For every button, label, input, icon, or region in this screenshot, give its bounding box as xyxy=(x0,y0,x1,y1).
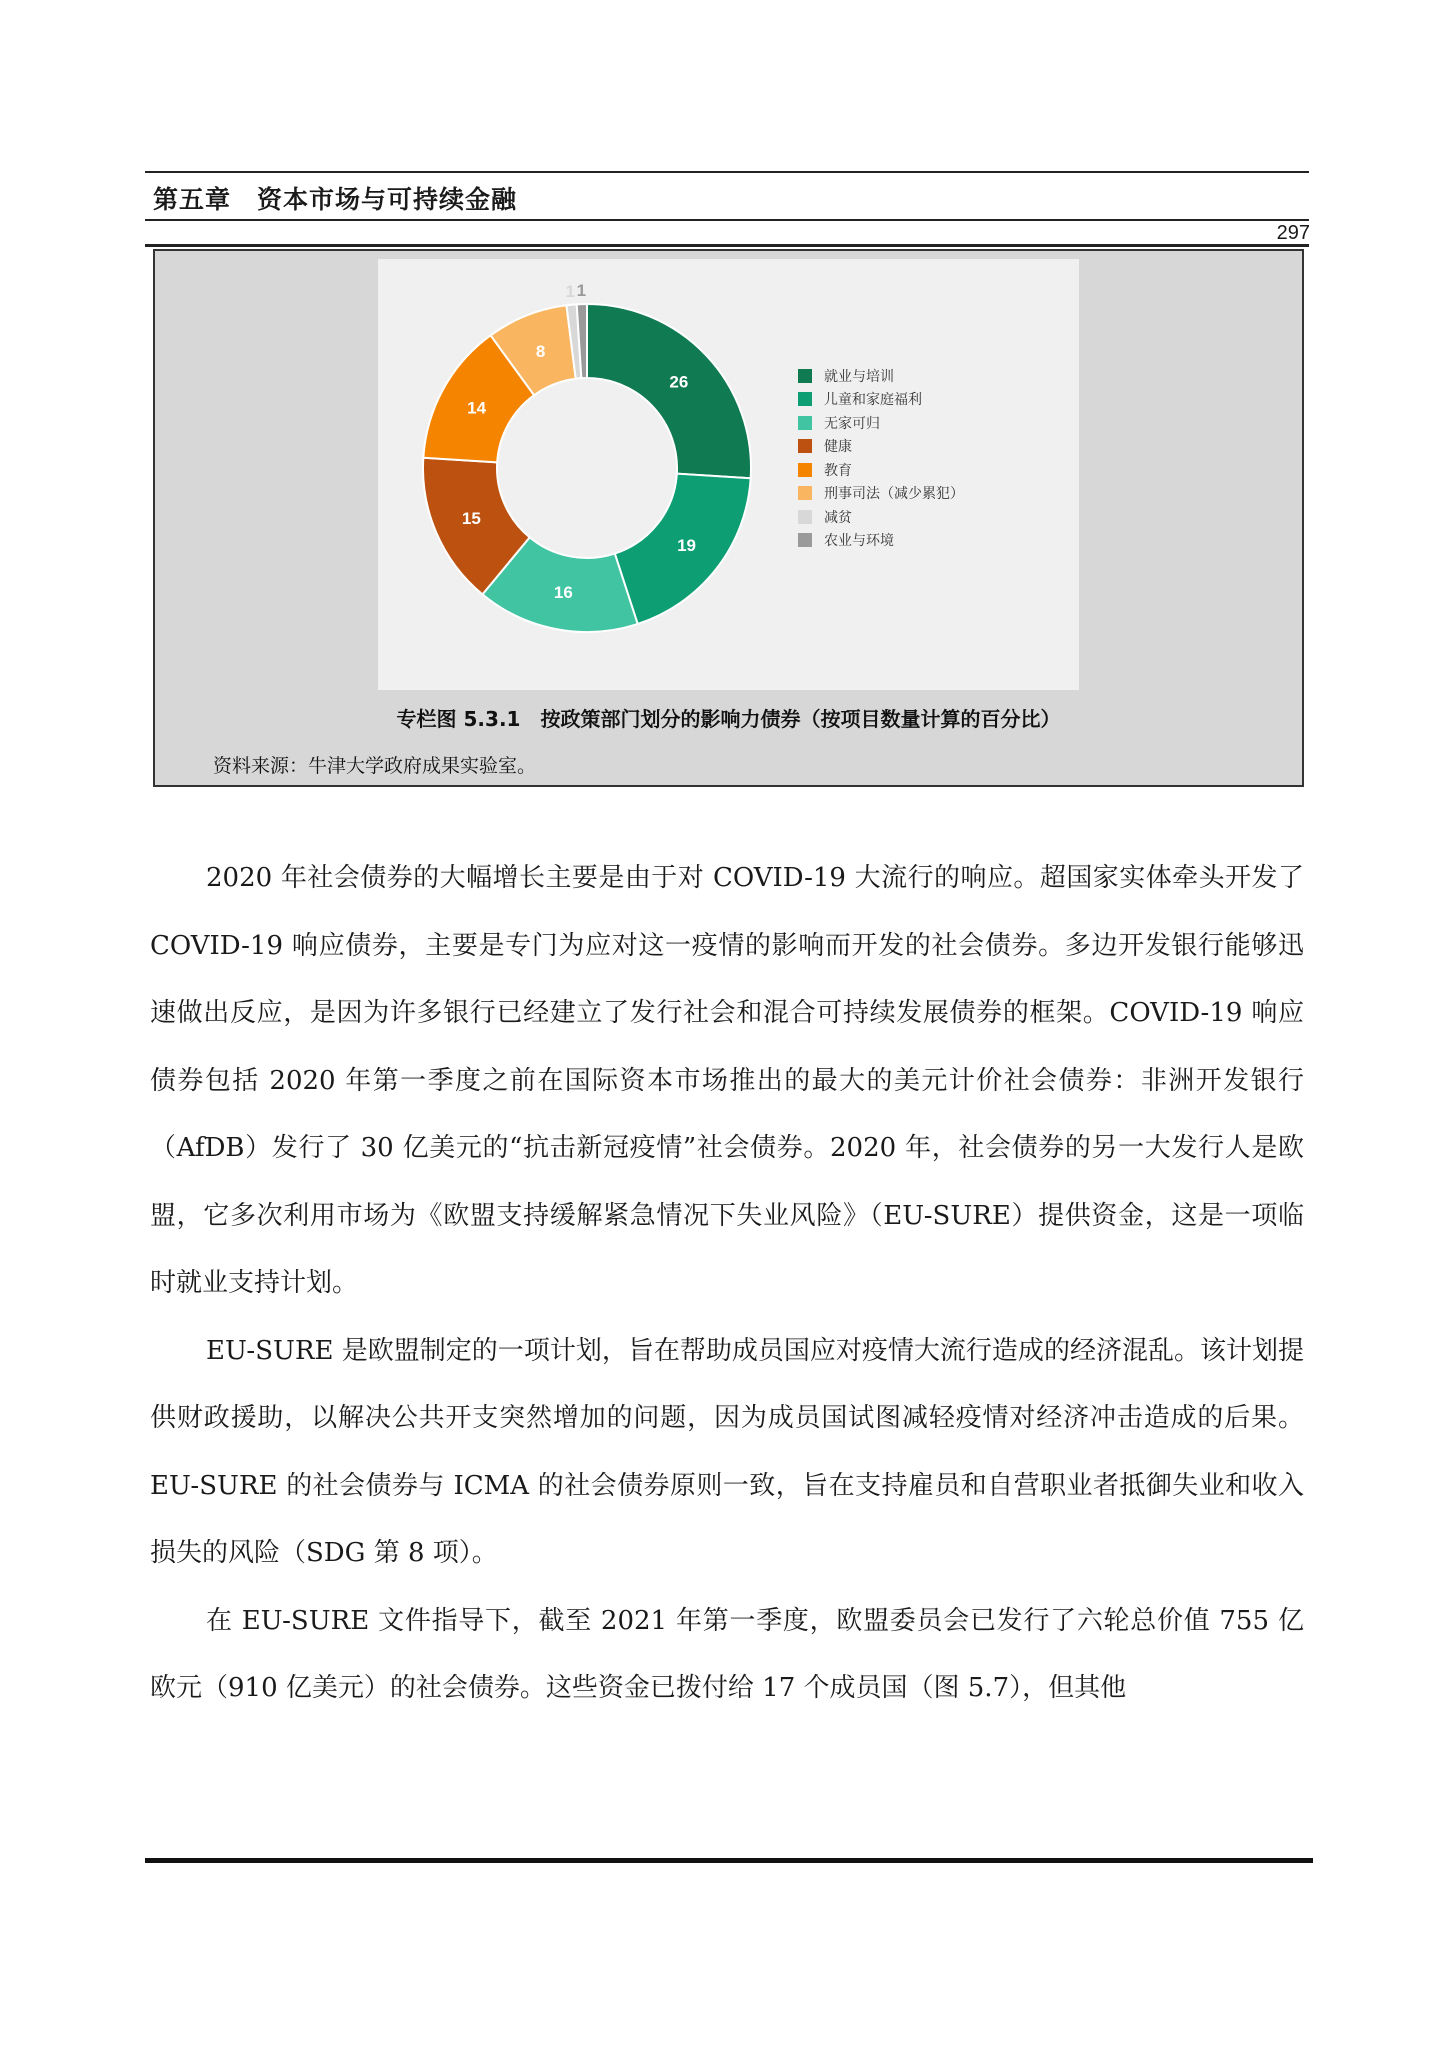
legend-swatch xyxy=(798,439,812,453)
legend-item xyxy=(798,482,964,506)
legend-swatch xyxy=(798,463,812,477)
header-rule-bottom xyxy=(145,244,1309,247)
legend-label: 教育 xyxy=(824,462,852,479)
legend-item xyxy=(798,364,964,388)
slice-value-label: 8 xyxy=(535,341,546,361)
donut-chart xyxy=(378,259,1079,690)
body-paragraph-1: 2020 年社会债券的大幅增长主要是由于对 COVID-19 大流行的响应。超国家实体牵头开发了 COVID-19 响应债券，主要是专门为应对这一疫情的影响而开发的社会债券。多边开发银行能够迅速做出反应，是因为许多银行已经建立了发行社会和混合可持续发展债券的框架。COVID-19 响应债券包括 2020 年第一季度之前在国际资本市场推出的最大的美元计价社会债券：非洲开发银行（AfDB）发行了 30 亿美元的“抗击新冠疫情”社会债券。2020 年，社会债券的另一大发行人是欧盟，它多次利用市场为《欧盟支持缓解紧急情况下失业风险》（EU-SURE）提供资金，这是一项临时就业支持计划。 xyxy=(150,863,1304,1298)
figure-source: 资料来源：牛津大学政府成果实验室。 xyxy=(213,755,537,777)
legend-label: 农业与环境 xyxy=(824,533,894,550)
legend-swatch xyxy=(798,533,812,547)
slice-value-label: 14 xyxy=(467,398,487,418)
slice-value-label: 1 xyxy=(576,281,587,301)
legend-label: 无家可归 xyxy=(824,415,880,432)
legend-label: 健康 xyxy=(824,439,852,456)
legend-swatch xyxy=(798,510,812,524)
figure-box xyxy=(153,249,1304,787)
chart-panel xyxy=(378,259,1079,690)
slice-value-label: 16 xyxy=(553,582,573,602)
legend-label: 就业与培训 xyxy=(824,368,894,385)
chapter-title: 第五章 资本市场与可持续金融 xyxy=(153,185,518,214)
slice-value-label: 1 xyxy=(565,281,575,301)
legend-label: 减贫 xyxy=(824,509,852,526)
legend-swatch xyxy=(798,369,812,383)
legend-item xyxy=(798,411,964,435)
legend-label: 儿童和家庭福利 xyxy=(824,392,922,409)
legend-swatch xyxy=(798,392,812,406)
header-rule-mid xyxy=(145,219,1309,221)
figure-caption: 专栏图 5.3.1 按政策部门划分的影响力债券（按项目数量计算的百分比） xyxy=(396,707,1061,731)
body-text xyxy=(150,845,1304,1723)
legend-item xyxy=(798,435,964,459)
footer-rule xyxy=(145,1858,1313,1863)
chart-legend xyxy=(798,364,964,552)
slice-value-label: 26 xyxy=(669,372,689,392)
legend-item xyxy=(798,529,964,553)
slice-value-label: 15 xyxy=(461,509,481,529)
legend-item xyxy=(798,458,964,482)
legend-swatch xyxy=(798,416,812,430)
legend-label: 刑事司法（减少累犯） xyxy=(824,486,964,503)
legend-item xyxy=(798,388,964,412)
slice-value-label: 19 xyxy=(677,536,697,556)
body-paragraph-3: 在 EU-SURE 文件指导下，截至 2021 年第一季度，欧盟委员会已发行了六轮总价值 755 亿欧元（910 亿美元）的社会债券。这些资金已拨付给 17 个成员国（图 5.7），但其他 xyxy=(150,1605,1304,1703)
body-paragraph-2: EU-SURE 是欧盟制定的一项计划，旨在帮助成员国应对疫情大流行造成的经济混乱。该计划提供财政援助，以解决公共开支突然增加的问题，因为成员国试图减轻疫情对经济冲击造成的后果。EU-SURE 的社会债券与 ICMA 的社会债券原则一致，旨在支持雇员和自营职业者抵御失业和收入损失的风险（SDG 第 8 项）。 xyxy=(150,1335,1304,1568)
legend-item xyxy=(798,505,964,529)
page-number: 297 xyxy=(1276,222,1310,244)
legend-swatch xyxy=(798,486,812,500)
header-rule-top xyxy=(145,171,1309,173)
